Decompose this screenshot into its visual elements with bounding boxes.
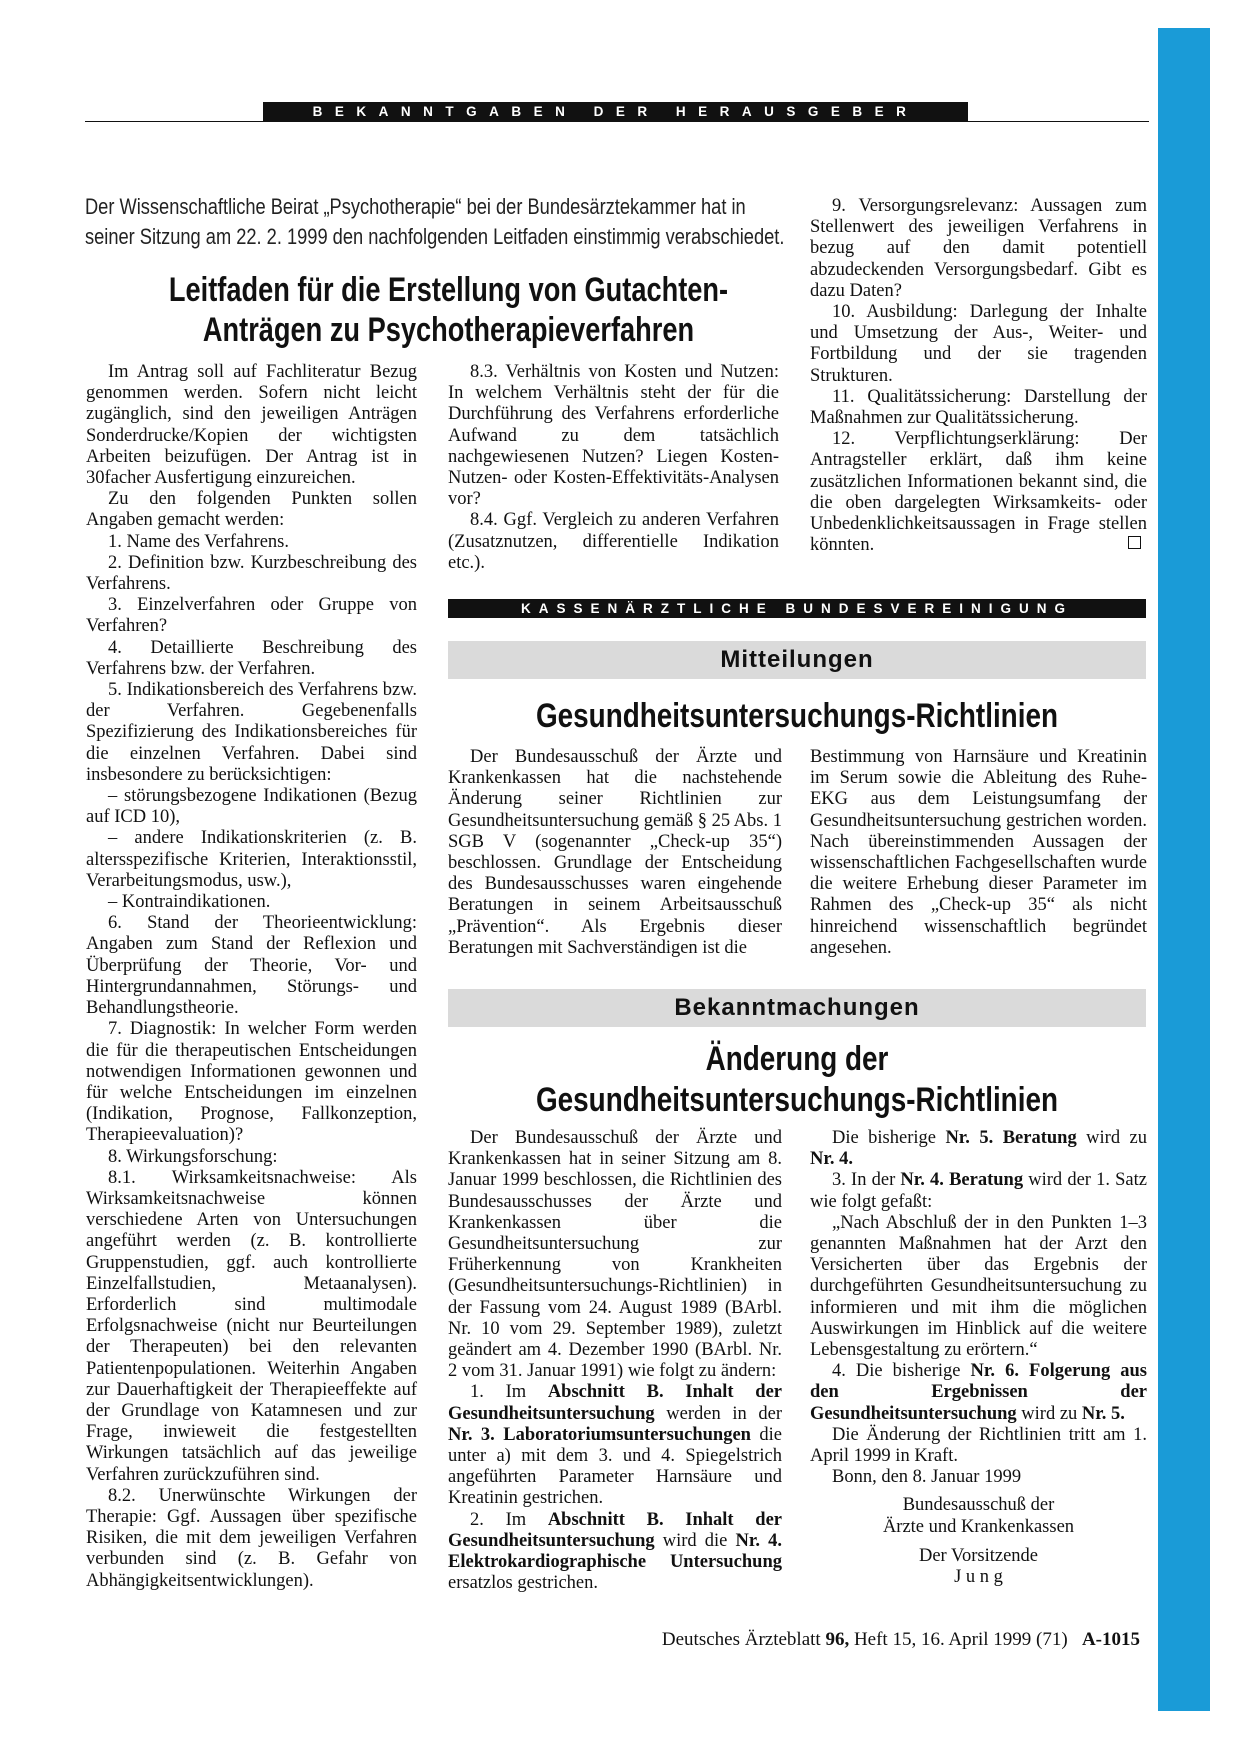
footer-page: A-1015	[1081, 1629, 1140, 1650]
article-paragraph: – störungsbezogene Indikationen (Bezug auf ICD 10),	[86, 786, 417, 828]
article2-kicker: Mitteilungen	[448, 641, 1146, 679]
kbv-band: KASSENÄRZTLICHE BUNDESVEREINIGUNG	[448, 599, 1146, 618]
article2-column1	[448, 747, 782, 959]
article-paragraph: 7. Diagnostik: In welcher Form werden die für die therapeutischen Entscheidungen notwendigen Informationen gewonnen und für welche Entscheidungen im einzelnen (Indikation, Prognose, Fallkonzeption, Therapieevaluation)?	[86, 1019, 417, 1146]
article3-paragraph: 4. Die bisherige Nr. 6. Folgerung aus den Ergebnissen der Gesundheitsuntersuchung wird zu Nr. 5.	[810, 1361, 1147, 1424]
article-paragraph: 1. Name des Verfahrens.	[108, 531, 289, 552]
header-rule	[85, 121, 1149, 122]
footer	[600, 1628, 1140, 1652]
footer-issue: Heft 15, 16. April 1999 (71)	[849, 1629, 1068, 1650]
article-paragraph: 8.4. Ggf. Vergleich zu anderen Verfahren (Zusatznutzen, differentielle Indikation etc.).	[448, 510, 779, 573]
side-color-bar	[1158, 28, 1210, 1711]
section-label: BEKANNTGABEN DER HERAUSGEBER	[263, 102, 968, 121]
article-paragraph: 8.2. Unerwünschte Wirkungen der Therapie: Ggf. Aussagen über spezifische Risiken, die mit dem jeweiligen Verfahren verbunden sind (z. B. Gefahr von Abhängigkeitsentwicklungen).	[86, 1485, 417, 1591]
intro-text: Der Wissenschaftliche Beirat „Psychotherapie“ bei der Bundesärztekammer hat in seiner Sitzung am 22. 2. 1999 den nachfolgenden Leitfaden einstimmig verabschiedet.	[85, 194, 785, 249]
article1-title-line1: Leitfaden für die Erstellung von Gutachten-	[168, 271, 729, 309]
place-date: Bonn, den 8. Januar 1999	[832, 1467, 1022, 1488]
article3-paragraph: 3. In der Nr. 4. Beratung wird der 1. Satz wie folgt gefaßt:	[810, 1170, 1147, 1212]
article-paragraph: 8. Wirkungsforschung:	[108, 1146, 278, 1167]
article1-column2	[448, 362, 779, 574]
article-paragraph: 3. Einzelverfahren oder Gruppe von Verfahren?	[86, 595, 417, 637]
signature-line1: Bundesausschuß der	[902, 1495, 1055, 1516]
article-paragraph: – andere Indikationskriterien (z. B. altersspezifische Kriterien, Interaktionsstil, Verarbeitungsmodus, usw.),	[86, 828, 417, 891]
article-paragraph: 12. Verpflichtungserklärung: Der Antragsteller erklärt, daß ihm keine zusätzlichen Informationen bekannt sind, die die oben dargelegten Wirksamkeits- oder Unbedenklichkeitsaussagen in Frage stellen könnten.	[810, 429, 1147, 556]
footer-volume: 96,	[825, 1629, 850, 1650]
article-paragraph: 2. Definition bzw. Kurzbeschreibung des Verfahrens.	[86, 552, 417, 595]
article3-paragraph: 2. Im Abschnitt B. Inhalt der Gesundheitsuntersuchung wird die Nr. 4. Elektrokardiographische Untersuchung ersatzlos gestrichen.	[448, 1509, 783, 1594]
article3-paragraph: 1. Im Abschnitt B. Inhalt der Gesundheitsuntersuchung werden in der Nr. 3. Laboratoriumsuntersuchungen die unter a) mit dem 3. und 4. Spiegelstrich angeführten Parameter Harnsäure und Kreatinin gestrichen.	[448, 1382, 782, 1509]
end-mark-box	[1128, 535, 1141, 553]
article-paragraph: 8.1. Wirksamkeitsnachweise: Als Wirksamkeitsnachweise können verschiedene Arten von Untersuchungen angeführt werden (z. B. kontrollierte Gruppenstudien, ggf. auch kontrollierte Einzelfallstudien, Metaanalysen). Erforderlich sind multimodale Erfolgsnachweise (nicht nur Beurteilungen der Therapeuten) bei den relevanten Patientenpopulationen. Weiterhin Angaben zur Dauerhaftigkeit der Therapieeffekte auf der Grundlage von Katamnesen und zur Frage, inwieweit die festgestellten Wirkungen tatsächlich auf das jeweilige Verfahren zurückzuführen sind.	[86, 1167, 417, 1485]
article-paragraph: 11. Qualitätssicherung: Darstellung der Maßnahmen zur Qualitätssicherung.	[810, 386, 1147, 429]
signature-line2: Ärzte und Krankenkassen	[882, 1516, 1075, 1537]
article-paragraph: 4. Detaillierte Beschreibung des Verfahrens bzw. der Verfahren.	[86, 637, 417, 679]
article-paragraph: Im Antrag soll auf Fachliteratur Bezug genommen werden. Sofern nicht leicht zugänglich, sind den jeweiligen Anträgen Sonderdrucke/Kopien der wichtigsten Arbeiten beizufügen. Der Antrag ist in 30facher Ausfertigung einzureichen.	[86, 362, 417, 489]
article3-kicker: Bekanntmachungen	[448, 989, 1146, 1027]
article-paragraph: 8.3. Verhältnis von Kosten und Nutzen: In welchem Verhältnis steht der für die Durchführung des Verfahrens erforderliche Aufwand zu dem tatsächlich nachgewiesenen Nutzen? Liegen Kosten-Nutzen- oder Kosten-Effektivitäts-Analysen vor?	[448, 362, 779, 510]
article3-paragraph: Die Änderung der Richtlinien tritt am 1. April 1999 in Kraft.	[810, 1424, 1147, 1467]
signature-name: J u n g	[954, 1567, 1003, 1588]
article2-column2	[810, 747, 1147, 959]
article3-paragraph: Der Bundesausschuß der Ärzte und Krankenkassen hat in seiner Sitzung am 8. Januar 1999 beschlossen, die Richtlinien des Bundesausschusses der Ärzte und Krankenkassen über die Gesundheitsuntersuchung zur Früherkennung von Krankheiten (Gesundheitsuntersuchungs-Richtlinien) in der Fassung vom 24. August 1989 (BArbl. Nr. 10 vom 29. September 1989), zuletzt geändert am 4. Dezember 1990 (BArbl. Nr. 2 vom 31. Januar 1991) wie folgt zu ändern:	[448, 1128, 782, 1382]
article3-column2	[810, 1128, 1147, 1588]
article3-column1	[448, 1128, 782, 1594]
article-paragraph: 6. Stand der Theorieentwicklung: Angaben zum Stand der Reflexion und Überprüfung der Theorie, Vor- und Hintergrundannahmen, Störungs- und Behandlungstheorie.	[86, 913, 417, 1019]
article-paragraph: 9. Versorgungsrelevanz: Aussagen zum Stellenwert des jeweiligen Verfahrens in bezug auf den damit potentiell abzudeckenden Versorgungsbedarf. Gibt es dazu Daten?	[810, 196, 1147, 301]
article1-title-line2: Anträgen zu Psychotherapieverfahren	[202, 311, 695, 349]
article2-title: Gesundheitsuntersuchungs-Richtlinien	[535, 697, 1059, 735]
article2-paragraph: Bestimmung von Harnsäure und Kreatinin im Serum sowie die Ableitung des Ruhe-EKG aus dem Leistungsumfang der Gesundheitsuntersuchung gestrichen worden. Nach übereinstimmenden Aussagen der wissenschaftlichen Fachgesellschaften wurde die weitere Erhebung dieser Parameter im Rahmen des „Check-up 35“ als nicht hinreichend wissenschaftlich begründet angesehen.	[810, 747, 1147, 958]
signature-line3: Der Vorsitzende	[918, 1545, 1039, 1566]
article-paragraph: Zu den folgenden Punkten sollen Angaben gemacht werden:	[86, 489, 417, 531]
article-paragraph: – Kontraindikationen.	[108, 892, 271, 913]
article3-title-line2: Gesundheitsuntersuchungs-Richtlinien	[535, 1081, 1059, 1119]
article-paragraph: 10. Ausbildung: Darlegung der Inhalte und Umsetzung der Aus-, Weiter- und Fortbildung und der sie tragenden Strukturen.	[810, 302, 1147, 386]
article2-paragraph: Der Bundesausschuß der Ärzte und Krankenkassen hat die nachstehende Änderung seiner Richtlinien zur Gesundheitsuntersuchung gemäß § 25 Abs. 1 SGB V (sogenannter „Check-up 35“) beschlossen. Grundlage der Entscheidung des Bundesausschusses waren eingehende Beratungen in seinem Arbeitsausschuß „Prävention“. Als Ergebnis dieser Beratungen mit Sachverständigen ist die	[448, 747, 782, 958]
article3-paragraph: Die bisherige Nr. 5. Beratung wird zu Nr. 4.	[810, 1128, 1147, 1170]
article1-column3	[810, 196, 1147, 556]
article1-column1	[86, 362, 417, 1592]
article3-title-line1: Änderung der	[705, 1040, 889, 1078]
article-paragraph: 5. Indikationsbereich des Verfahrens bzw. der Verfahren. Gegebenenfalls Spezifizierung des Indikationsbereiches für die einzelnen Verfahren. Dabei sind insbesondere zu berücksichtigen:	[86, 680, 417, 785]
article3-quote: „Nach Abschluß der in den Punkten 1–3 genannten Maßnahmen hat der Arzt den Versicherten über das Ergebnis der durchgeführten Gesundheitsuntersuchung zu informieren und mit ihm die möglichen Auswirkungen im Hinblick auf die weitere Lebensgestaltung zu erörtern.“	[810, 1212, 1147, 1361]
footer-journal: Deutsches Ärzteblatt	[661, 1629, 826, 1650]
